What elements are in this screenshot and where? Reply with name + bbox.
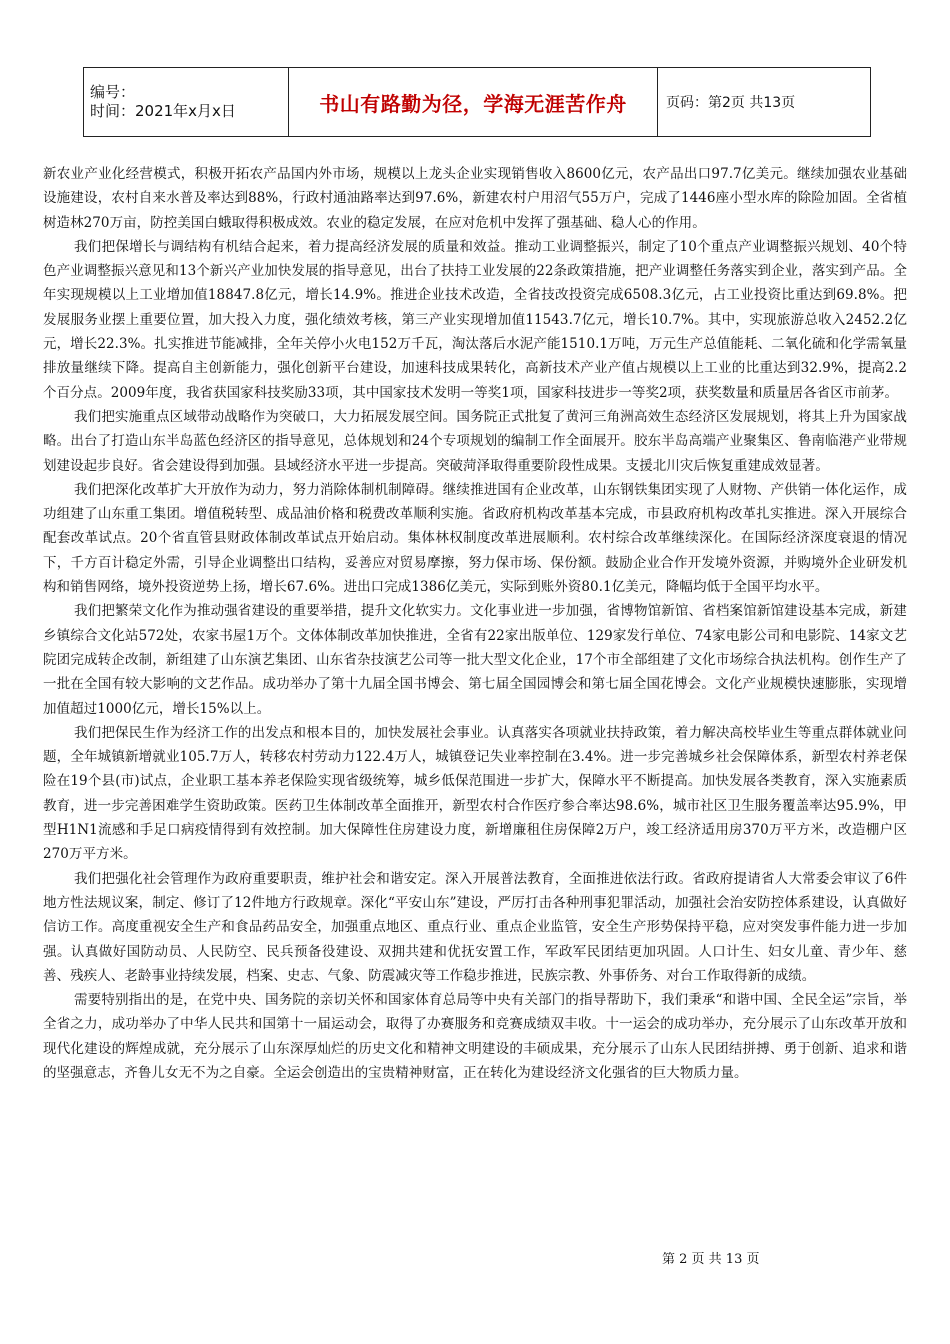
paragraph: 需要特别指出的是，在党中央、国务院的亲切关怀和国家体育总局等中央有关部门的指导帮助下，我们秉承“和谐中国、全民全运”宗旨，举全省之力，成功举办了中华人民共和国第十一届运动会，取得了办赛服务和竞赛成绩双丰收。十一运会的成功举办，充分展示了山东改革开放和现代化建设的辉煌成就，充分展示了山东深厚灿烂的历史文化和精神文明建设的丰硕成果，充分展示了山东人民团结拼搏、勇于创新、追求和谐的坚强意志，齐鲁儿女无不为之自豪。全运会创造出的宝贵精神财富，正在转化为建设经济文化强省的巨大物质力量。 (43, 992, 907, 1081)
header-meta (84, 68, 289, 137)
paragraph: 我们把实施重点区域带动战略作为突破口，大力拓展发展空间。国务院正式批复了黄河三角洲高效生态经济区发展规划，将其上升为国家战略。出台了打造山东半岛蓝色经济区的指导意见，总体规划和24个专项规划的编制工作全面展开。胶东半岛高端产业聚集区、鲁南临港产业带规划建设起步良好。省会建设得到加强。县域经济水平进一步提高。突破菏泽取得重要阶段性成果。支援北川灾后恢复重建成效显著。 (43, 408, 907, 474)
page-footer: 第 2 页 共 13 页 (662, 1252, 760, 1267)
paragraph: 新农业产业化经营模式，积极开拓农产品国内外市场，规模以上龙头企业实现销售收入8600亿元，农产品出口97.7亿美元。继续加强农业基础设施建设，农村自来水普及率达到88%，行政村通油路率达到97.6%，新建农村户用沼气55万户，完成了1446座小型水库的除险加固。全省植树造林270万亩，防控美国白蛾取得积极成效。农业的稳定发展，在应对危机中发挥了强基础、稳人心的作用。 (43, 166, 907, 231)
header-page-info: 页码：第2页 共13页 (658, 68, 871, 137)
paragraph: 我们把保民生作为经济工作的出发点和根本目的，加快发展社会事业。认真落实各项就业扶持政策，着力解决高校毕业生等重点群体就业问题，全年城镇新增就业105.7万人，转移农村劳动力122.4万人，城镇登记失业率控制在3.4%。进一步完善城乡社会保障体系，新型农村养老保险在19个县(市)试点，企业职工基本养老保险实现省级统筹，城乡低保范围进一步扩大，保障水平不断提高。加快发展各类教育，深入实施素质教育，进一步完善困难学生资助政策。医药卫生体制改革全面推开，新型农村合作医疗参合率达98.6%，城市社区卫生服务覆盖率达95.9%，甲型H1N1流感和手足口病疫情得到有效控制。加大保障性住房建设力度，新增廉租住房保障2万户，竣工经济适用房370万平方米，改造棚户区270万平方米。 (43, 724, 907, 863)
document-number-label: 编号： (90, 83, 136, 101)
document-date-label: 时间：2021年x月x日 (90, 102, 236, 120)
paragraph: 我们把深化改革扩大开放作为动力，努力消除体制机制障碍。继续推进国有企业改革，山东钢铁集团实现了人财物、产供销一体化运作，成功组建了山东重工集团。增值税转型、成品油价格和税费改革顺利实施。省政府机构改革基本完成，市县政府机构改革扎实推进。深入开展综合配套改革试点。20个省直管县财政体制改革试点开始启动。集体林权制度改革进展顺利。农村综合改革继续深化。在国际经济深度衰退的情况下，千方百计稳定外需，引导企业调整出口结构，妥善应对贸易摩擦，努力保市场、保份额。鼓励企业合作开发境外资源，并购境外企业研发机构和销售网络，境外投资逆势上扬，增长67.6%。进出口完成1386亿美元，实际到账外资80.1亿美元，降幅均低于全国平均水平。 (43, 481, 907, 596)
header-motto: 书山有路勤为径，学海无涯苦作舟 (289, 68, 658, 137)
document-body (43, 162, 907, 1085)
paragraph: 我们把强化社会管理作为政府重要职责，维护社会和谐安定。深入开展普法教育，全面推进依法行政。省政府提请省人大常委会审议了6件地方性法规议案，制定、修订了12件地方行政规章。深化“平安山东”建设，严厉打击各种刑事犯罪活动，加强社会治安防控体系建设，认真做好信访工作。高度重视安全生产和食品药品安全，加强重点地区、重点行业、重点企业监管，安全生产形势保持平稳，应对突发事件能力进一步加强。认真做好国防动员、人民防空、民兵预备役建设、双拥共建和优抚安置工作，军政军民团结更加巩固。人口计生、妇女儿童、青少年、慈善、残疾人、老龄事业持续发展，档案、史志、气象、防震减灾等工作稳步推进，民族宗教、外事侨务、对台工作取得新的成绩。 (43, 870, 907, 984)
page-header (83, 67, 871, 137)
paragraph: 我们把繁荣文化作为推动强省建设的重要举措，提升文化软实力。文化事业进一步加强，省博物馆新馆、省档案馆新馆建设基本完成，新建乡镇综合文化站572处，农家书屋1万个。文体体制改革加快推进，全省有22家出版单位、129家发行单位、74家电影公司和电影院、14家文艺院团完成转企改制，新组建了山东演艺集团、山东省杂技演艺公司等一批大型文化企业，17个市全部组建了文化市场综合执法机构。创作生产了一批在全国有较大影响的文艺作品。成功举办了第十九届全国书博会、第七届全国园博会和第七届全国花博会。文化产业规模快速膨胀，实现增加值超过1000亿元，增长15%以上。 (43, 603, 907, 717)
paragraph: 我们把保增长与调结构有机结合起来，着力提高经济发展的质量和效益。推动工业调整振兴，制定了10个重点产业调整振兴规划、40个特色产业调整振兴意见和13个新兴产业加快发展的指导意见，出台了扶持工业发展的22条政策措施，把产业调整任务落实到企业，落实到产品。全年实现规模以上工业增加值18847.8亿元，增长14.9%。推进企业技术改造，全省技改投资完成6508.3亿元，占工业投资比重达到69.8%。把发展服务业摆上重要位置，加大投入力度，强化绩效考核，第三产业实现增加值11543.7亿元，增长10.7%。其中，实现旅游总收入2452.2亿元，增长22.3%。扎实推进节能减排，全年关停小火电152万千瓦，淘汰落后水泥产能1510.1万吨，万元生产总值能耗、二氧化硫和化学需氧量排放量继续下降。提高自主创新能力，强化创新平台建设，加速科技成果转化，高新技术产业产值占规模以上工业的比重达到32.9%，提高2.2个百分点。2009年度，我省获国家科技奖励33项，其中国家技术发明一等奖1项，国家科技进步一等奖2项，获奖数量和质量居各省区市前茅。 (43, 238, 907, 401)
